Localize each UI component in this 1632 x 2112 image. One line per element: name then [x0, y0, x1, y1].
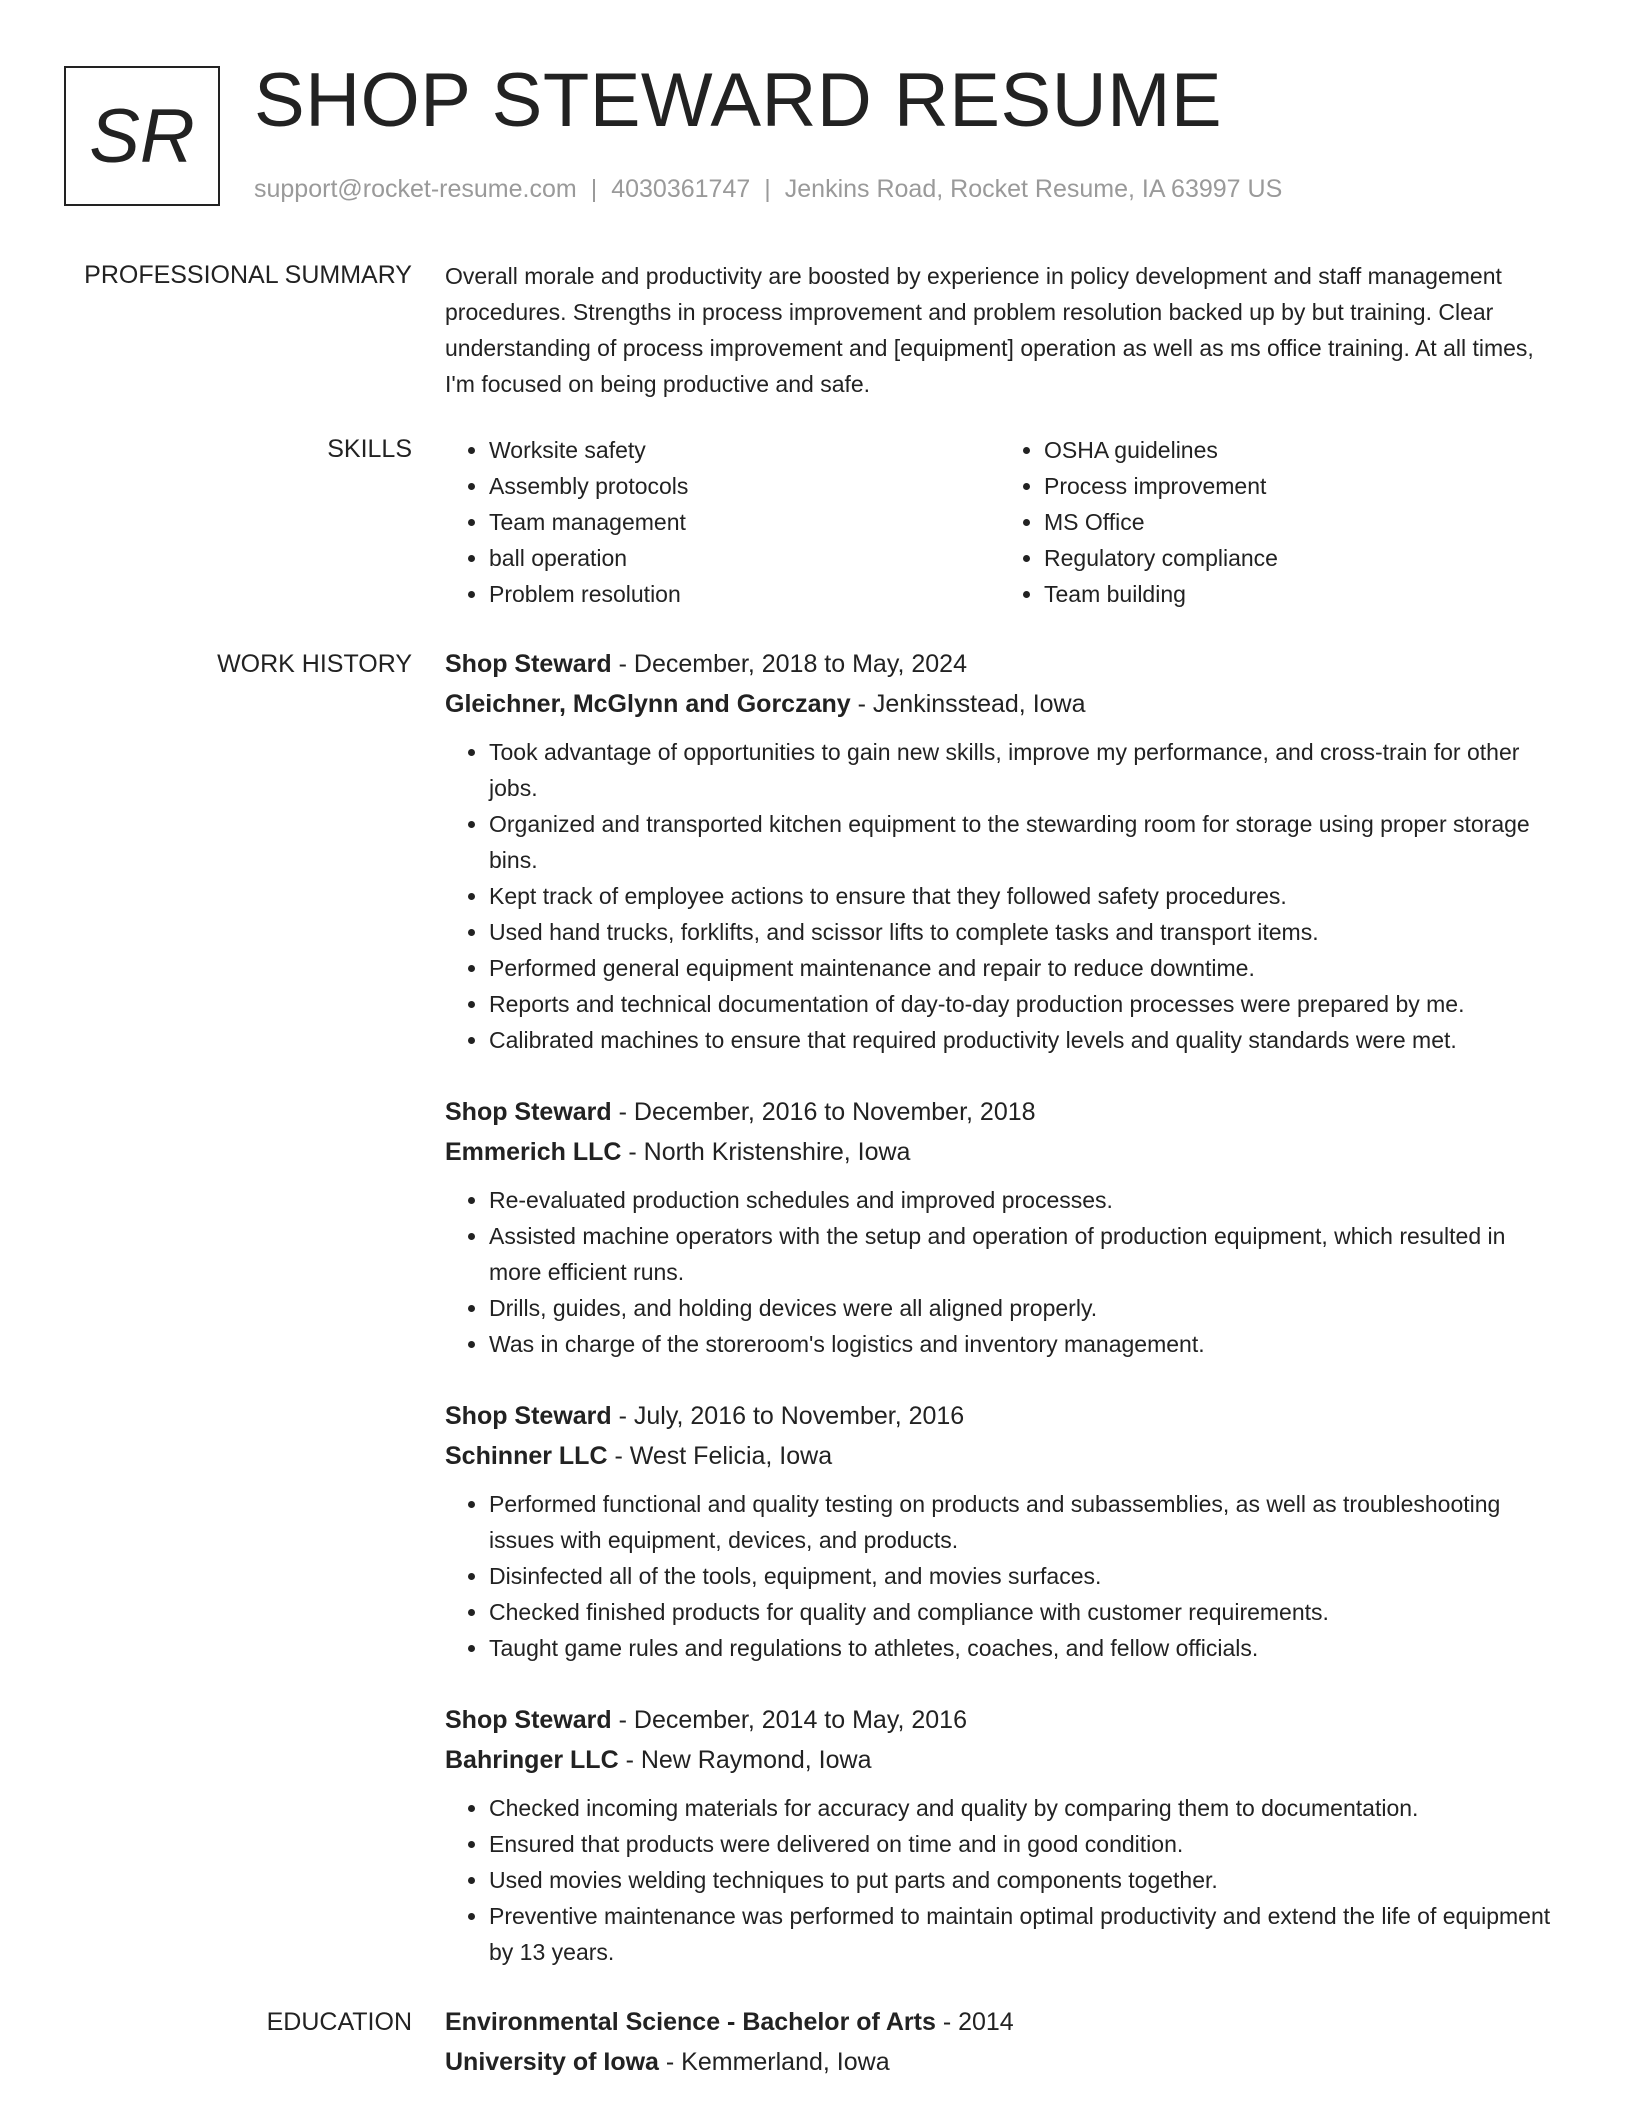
job-title-line: [445, 1700, 1555, 1740]
job-location: - West Felicia, Iowa: [607, 1442, 833, 1470]
job-duty: • Checked finished products for quality and compliance with customer requirements.: [489, 1594, 1555, 1630]
contact-separator: |: [590, 175, 598, 203]
job-location: - Jenkinsstead, Iowa: [850, 690, 1086, 718]
work-history-label: WORK HISTORY: [217, 650, 412, 678]
monogram-initials: SR: [89, 93, 195, 179]
skill-item: • OSHA guidelines: [1044, 432, 1555, 468]
skill-item: • Problem resolution: [489, 576, 1000, 612]
skills-column-right: [1000, 432, 1555, 612]
job-company-line: [445, 1132, 1555, 1172]
job-duties: [445, 1182, 1555, 1362]
job-dates: - December, 2016 to November, 2018: [611, 1098, 1036, 1126]
job-title: Shop Steward: [445, 1706, 612, 1734]
job-entry: [445, 1396, 1555, 1666]
job-duty: • Performed functional and quality testing on products and subassemblies, as well as troubleshooting issues with equipment, devices, and products.: [489, 1486, 1555, 1558]
job-duty: • Performed general equipment maintenance and repair to reduce downtime.: [489, 950, 1555, 986]
job-entry: [445, 1700, 1555, 1970]
skills-column-left: [445, 432, 1000, 612]
skill-item: • MS Office: [1044, 504, 1555, 540]
job-entry: [445, 644, 1555, 1058]
job-title: Shop Steward: [445, 1402, 612, 1430]
job-duty: • Used movies welding techniques to put parts and components together.: [489, 1862, 1555, 1898]
work-history-section: [445, 644, 1555, 2004]
job-company: Emmerich LLC: [445, 1138, 622, 1166]
job-duty: • Calibrated machines to ensure that required productivity levels and quality standards were met.: [489, 1022, 1555, 1058]
summary-label: PROFESSIONAL SUMMARY: [84, 261, 412, 289]
job-duties: [445, 734, 1555, 1058]
job-location: - New Raymond, Iowa: [618, 1746, 872, 1774]
job-entry: [445, 1092, 1555, 1362]
skills-label: SKILLS: [327, 435, 412, 463]
contact-email: support@rocket-resume.com: [254, 175, 577, 203]
skill-item: • Assembly protocols: [489, 468, 1000, 504]
education-section: [445, 2002, 1555, 2082]
job-company-line: [445, 1740, 1555, 1780]
job-duty: • Reports and technical documentation of day-to-day production processes were prepared by me.: [489, 986, 1555, 1022]
education-degree: Environmental Science - Bachelor of Arts: [445, 2008, 936, 2036]
job-duty: • Took advantage of opportunities to gain new skills, improve my performance, and cross-train for other jobs.: [489, 734, 1555, 806]
job-duty: • Organized and transported kitchen equipment to the stewarding room for storage using proper storage bins.: [489, 806, 1555, 878]
education-year: - 2014: [935, 2008, 1014, 2036]
job-duty: • Disinfected all of the tools, equipment, and movies surfaces.: [489, 1558, 1555, 1594]
job-dates: - December, 2014 to May, 2016: [611, 1706, 967, 1734]
education-degree-line: [445, 2002, 1555, 2042]
job-company-line: [445, 1436, 1555, 1476]
contact-address: Jenkins Road, Rocket Resume, IA 63997 US: [784, 175, 1283, 203]
education-label: EDUCATION: [266, 2008, 412, 2036]
job-company: Gleichner, McGlynn and Gorczany: [445, 690, 851, 718]
skill-item: • Worksite safety: [489, 432, 1000, 468]
job-duties: [445, 1790, 1555, 1970]
job-company: Schinner LLC: [445, 1442, 608, 1470]
job-duty: • Ensured that products were delivered on time and in good condition.: [489, 1826, 1555, 1862]
job-duty: • Was in charge of the storeroom's logistics and inventory management.: [489, 1326, 1555, 1362]
job-dates: - December, 2018 to May, 2024: [611, 650, 967, 678]
resume-title: SHOP STEWARD RESUME: [254, 58, 1223, 143]
job-duty: • Checked incoming materials for accuracy and quality by comparing them to documentation.: [489, 1790, 1555, 1826]
skill-item: • ball operation: [489, 540, 1000, 576]
job-title: Shop Steward: [445, 650, 612, 678]
contact-line: [254, 172, 1282, 206]
contact-separator: |: [764, 175, 771, 203]
skill-item: • Team building: [1044, 576, 1555, 612]
job-duty: • Assisted machine operators with the setup and operation of production equipment, which resulted in more efficient runs.: [489, 1218, 1555, 1290]
job-title-line: [445, 1396, 1555, 1436]
job-dates: - July, 2016 to November, 2016: [611, 1402, 965, 1430]
job-duty: • Re-evaluated production schedules and improved processes.: [489, 1182, 1555, 1218]
skill-item: • Process improvement: [1044, 468, 1555, 504]
education-school-line: [445, 2042, 1555, 2082]
job-title-line: [445, 644, 1555, 684]
job-duties: [445, 1486, 1555, 1666]
summary-section: [445, 258, 1555, 402]
job-title-line: [445, 1092, 1555, 1132]
job-duty: • Used hand trucks, forklifts, and scissor lifts to complete tasks and transport items.: [489, 914, 1555, 950]
job-location: - North Kristenshire, Iowa: [621, 1138, 911, 1166]
contact-phone: 4030361747: [611, 175, 751, 203]
job-company-line: [445, 684, 1555, 724]
summary-text: Overall morale and productivity are boosted by experience in policy development and staff management procedures. Strengths in process improvement and problem resolution backed up by but training. Clear understanding of process improvement and [equipment] operation as well as ms office training. At all times, I'm focused on being productive and safe.: [445, 263, 1534, 397]
job-duty: • Drills, guides, and holding devices were all aligned properly.: [489, 1290, 1555, 1326]
job-duty: • Taught game rules and regulations to athletes, coaches, and fellow officials.: [489, 1630, 1555, 1666]
skill-item: • Team management: [489, 504, 1000, 540]
job-title: Shop Steward: [445, 1098, 612, 1126]
skills-list: [445, 432, 1555, 612]
job-company: Bahringer LLC: [445, 1746, 619, 1774]
job-duty: • Kept track of employee actions to ensure that they followed safety procedures.: [489, 878, 1555, 914]
education-school: University of Iowa: [445, 2048, 659, 2076]
education-location: - Kemmerland, Iowa: [658, 2048, 890, 2076]
skill-item: • Regulatory compliance: [1044, 540, 1555, 576]
job-duty: • Preventive maintenance was performed to maintain optimal productivity and extend the life of equipment by 13 years.: [489, 1898, 1555, 1970]
skills-section: [445, 432, 1555, 612]
monogram-box: [64, 66, 220, 206]
